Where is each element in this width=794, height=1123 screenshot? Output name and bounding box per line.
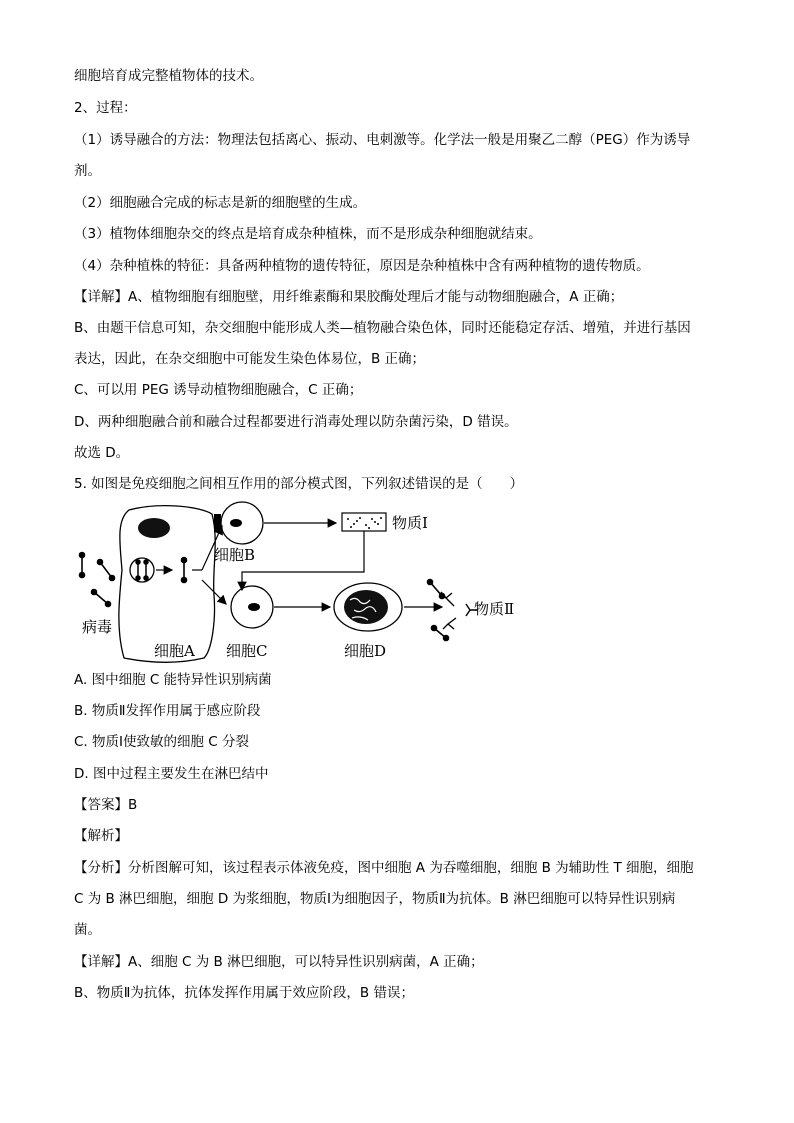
cell-d-label: 细胞D	[344, 642, 387, 660]
analysis-line: 【分析】分析图解可知，该过程表示体液免疫，图中细胞 A 为吞噬细胞，细胞 B 为辅助性 T 细胞，细胞	[74, 860, 694, 876]
text-line: （2）细胞融合完成的标志是新的细胞壁的生成。	[74, 195, 367, 211]
virus-icon	[80, 553, 115, 607]
antibody-icon	[441, 592, 478, 629]
receptor-marker	[214, 514, 221, 532]
text-line: 细胞培育成完整植物体的技术。	[74, 68, 263, 84]
cytokine-dots	[347, 517, 382, 529]
answer: 【答案】B	[74, 797, 138, 813]
text-line: 剂。	[74, 163, 101, 179]
analysis-title: 【解析】	[74, 828, 128, 844]
immune-diagram	[74, 500, 534, 670]
substance-1-box	[342, 513, 386, 531]
antigen-virus-icon	[428, 580, 449, 641]
analysis-line: 【详解】A、细胞 C 为 B 淋巴细胞，可以特异性识别病菌，A 正确；	[74, 954, 484, 970]
text-line: 2、过程：	[74, 100, 137, 116]
analysis-line: 菌。	[74, 922, 101, 938]
cell-b-label: 细胞B	[214, 546, 256, 564]
option-c: C. 物质Ⅰ使致敏的细胞 C 分裂	[74, 734, 249, 750]
phagosome	[130, 558, 154, 582]
cell-c-label: 细胞C	[226, 642, 268, 660]
text-line: D、两种细胞融合前和融合过程都要进行消毒处理以防杂菌污染，D 错误。	[74, 414, 518, 430]
text-line: 【详解】A、植物细胞有细胞壁，用纤维素酶和果胶酶处理后才能与动物细胞融合，A 正确；	[74, 289, 624, 305]
cell-a-nucleus	[138, 518, 170, 538]
question-stem: 5. 如图是免疫细胞之间相互作用的部分模式图，下列叙述错误的是（ ）	[74, 476, 524, 492]
text-line: （4）杂种植株的特征：具备两种植物的遗传特征，原因是杂种植株中含有两种植物的遗传物质。	[74, 258, 650, 274]
text-line: B、由题干信息可知，杂交细胞中能形成人类—植物融合染色体，同时还能稳定存活、增殖，并进行基因	[74, 320, 691, 336]
cell-a-label: 细胞A	[154, 642, 195, 660]
option-a: A. 图中细胞 C 能特异性识别病菌	[74, 672, 272, 688]
text-line: 表达，因此，在杂交细胞中可能发生染色体易位，B 正确；	[74, 351, 426, 367]
text-line: 故选 D。	[74, 445, 130, 461]
text-line: （1）诱导融合的方法：物理法包括离心、振动、电刺激等。化学法一般是用聚乙二醇（PEG）作为诱导	[74, 132, 691, 148]
analysis-line: C 为 B 淋巴细胞，细胞 D 为浆细胞，物质Ⅰ为细胞因子，物质Ⅱ为抗体。B 淋巴细胞可以特异性识别病	[74, 891, 676, 907]
text-line: （3）植物体细胞杂交的终点是培育成杂种植株，而不是形成杂种细胞就结束。	[74, 226, 542, 242]
option-b: B. 物质Ⅱ发挥作用属于感应阶段	[74, 703, 261, 719]
option-d: D. 图中过程主要发生在淋巴结中	[74, 766, 269, 782]
virus-label: 病毒	[82, 618, 113, 636]
analysis-line: B、物质Ⅱ为抗体，抗体发挥作用属于效应阶段，B 错误；	[74, 985, 414, 1001]
text-line: C、可以用 PEG 诱导动植物细胞融合，C 正确；	[74, 382, 363, 398]
substance-1-label: 物质Ⅰ	[392, 514, 428, 532]
substance-2-label: 物质Ⅱ	[474, 600, 515, 618]
